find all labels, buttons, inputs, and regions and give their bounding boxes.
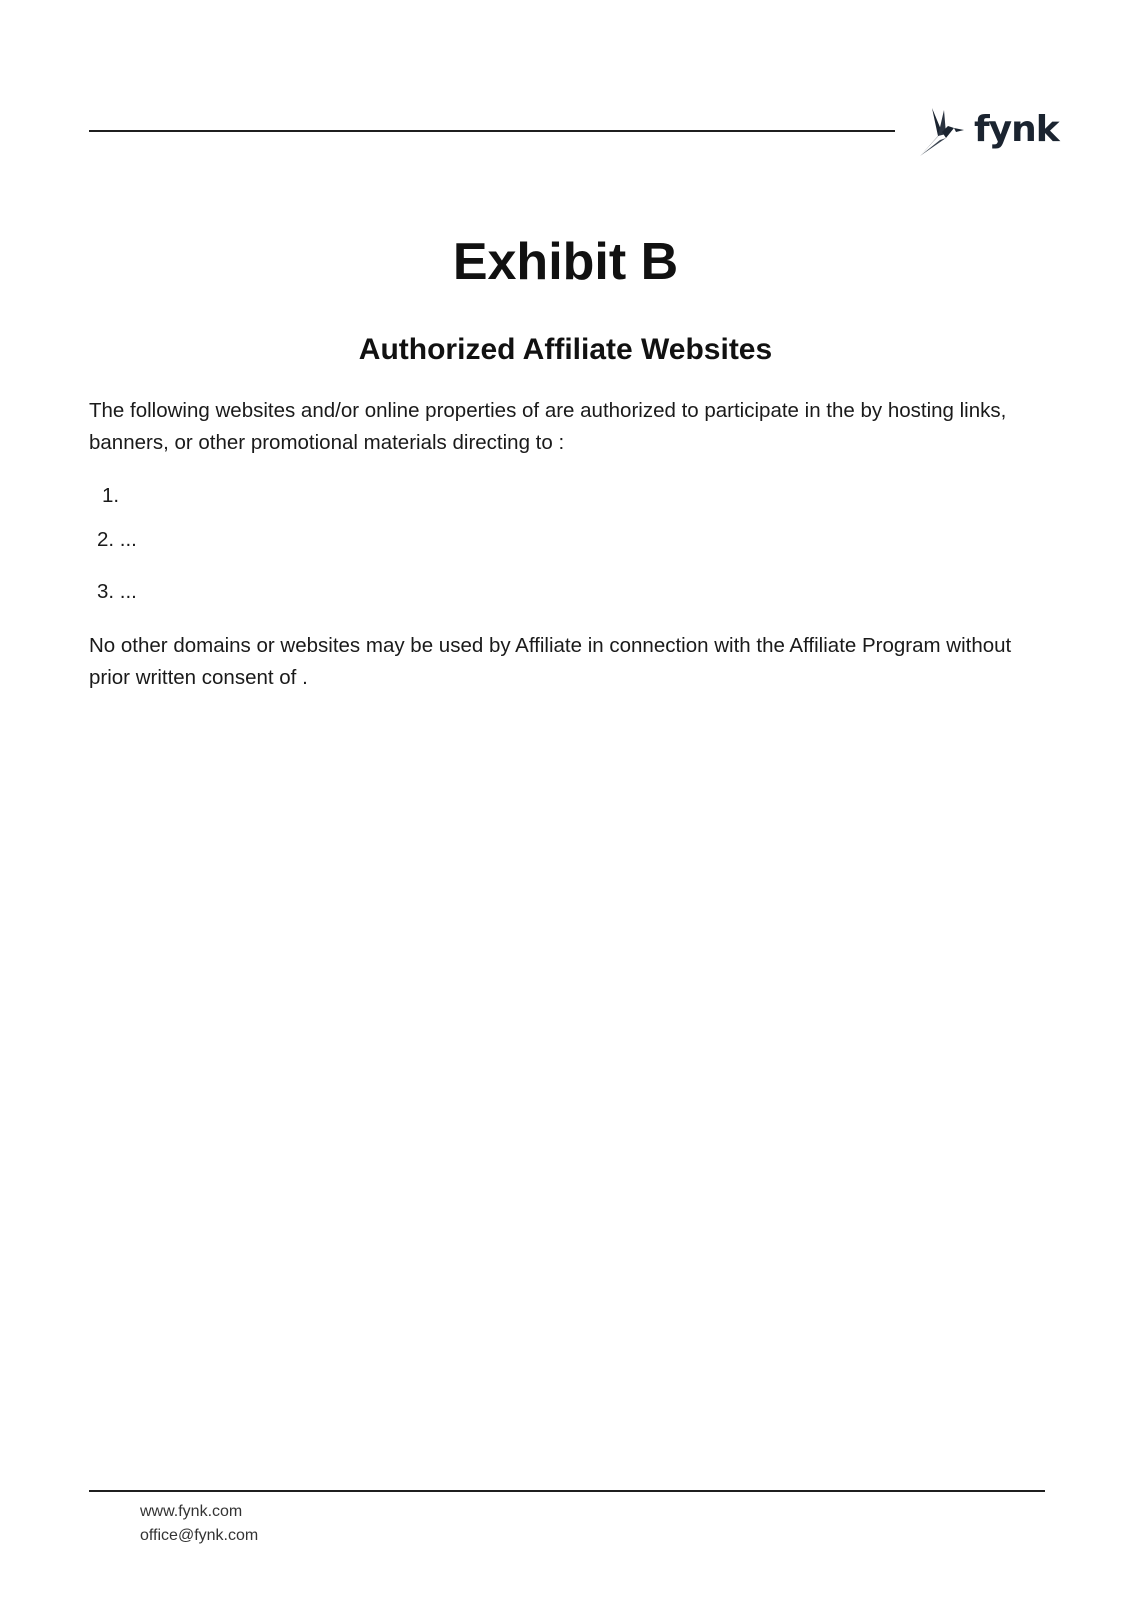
footer-email: office@fynk.com xyxy=(140,1527,259,1544)
list-item: 1. xyxy=(102,484,120,507)
list-item: 2. ... xyxy=(97,528,137,551)
footer-website: www.fynk.com xyxy=(140,1503,243,1520)
list-item: 3. ... xyxy=(97,580,137,603)
logo-wordmark: fynk xyxy=(974,108,1059,150)
intro-paragraph: The following websites and/or online properties of are authorized to participate in the by hosting links, banners, or other promotional materials directing to : xyxy=(89,399,1007,454)
fynk-logo xyxy=(918,106,1059,158)
header-divider xyxy=(89,130,895,132)
closing-paragraph: No other domains or websites may be used by Affiliate in connection with the Affiliate Program without prior written consent of . xyxy=(89,634,1012,689)
footer-divider xyxy=(89,1490,1045,1492)
page-title: Exhibit B xyxy=(452,233,679,291)
origami-bird-icon xyxy=(918,106,968,158)
section-subtitle: Authorized Affiliate Websites xyxy=(358,333,773,366)
